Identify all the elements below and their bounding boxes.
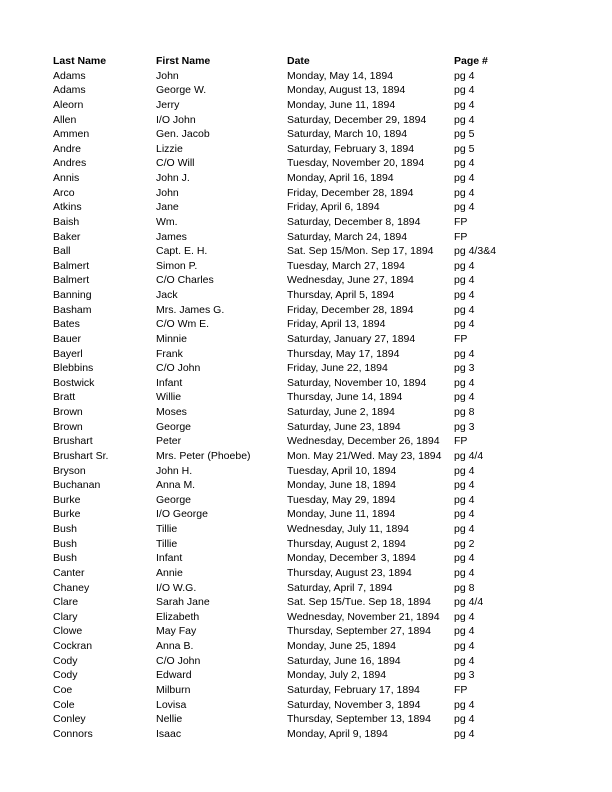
cell-last-name: Andre	[53, 142, 82, 155]
cell-first-name: I/O John	[156, 113, 196, 126]
cell-first-name: I/O W.G.	[156, 581, 197, 594]
cell-page-number: pg 4	[454, 654, 475, 667]
cell-last-name: Cockran	[53, 640, 93, 652]
cell-page-number: pg 4	[454, 347, 475, 360]
table-row	[53, 303, 493, 318]
cell-last-name: Burke	[53, 508, 81, 521]
cell-date: Friday, December 28, 1894	[287, 303, 414, 316]
cell-page-number: pg 4	[454, 113, 475, 126]
table-row	[53, 244, 497, 259]
cell-date: Friday, December 28, 1894	[287, 186, 414, 199]
table-row	[53, 332, 493, 347]
cell-last-name: Adams	[53, 84, 86, 97]
cell-date: Friday, April 6, 1894	[287, 201, 380, 214]
cell-page-number: pg 8	[454, 581, 475, 594]
cell-last-name: Balmert	[53, 274, 90, 287]
cell-last-name: Bratt	[53, 391, 76, 404]
cell-last-name: Cole	[53, 698, 75, 711]
cell-last-name: Brown	[53, 420, 83, 433]
cell-first-name: Annie	[156, 566, 183, 579]
cell-first-name: Tillie	[156, 537, 178, 550]
cell-last-name: Balmert	[53, 259, 90, 272]
cell-last-name: Burke	[53, 493, 81, 506]
cell-date: Thursday, August 2, 1894	[287, 537, 406, 550]
table-row	[53, 390, 493, 405]
cell-date: Sat. Sep 15/Tue. Sep 18, 1894	[287, 596, 431, 609]
table-row	[53, 610, 493, 625]
table-row	[53, 434, 493, 449]
cell-first-name: George	[156, 493, 192, 506]
cell-page-number: pg 4	[454, 274, 475, 287]
cell-date: Saturday, February 17, 1894	[287, 683, 420, 696]
cell-first-name: Simon P.	[156, 259, 198, 272]
cell-last-name: Coe	[53, 683, 73, 696]
cell-date: Wednesday, July 11, 1894	[287, 523, 409, 535]
cell-page-number: pg 4	[454, 464, 475, 477]
cell-last-name: Annis	[53, 172, 80, 184]
cell-page-number: pg 4	[454, 640, 475, 652]
table-row	[53, 478, 493, 493]
cell-page-number: pg 4	[454, 508, 475, 521]
cell-first-name: George	[156, 420, 192, 433]
cell-date: Tuesday, March 27, 1894	[287, 259, 405, 272]
table-row	[53, 200, 493, 215]
cell-first-name: John H.	[156, 464, 193, 477]
cell-last-name: Allen	[53, 113, 77, 126]
header-page-number: Page #	[454, 55, 488, 67]
cell-first-name: C/O Charles	[156, 274, 214, 287]
cell-last-name: Cody	[53, 654, 78, 667]
cell-page-number: FP	[454, 435, 468, 448]
cell-date: Saturday, April 7, 1894	[287, 581, 393, 594]
cell-last-name: Andres	[53, 157, 87, 170]
cell-date: Thursday, May 17, 1894	[287, 347, 400, 360]
cell-first-name: Lovisa	[156, 698, 187, 711]
cell-last-name: Canter	[53, 566, 85, 579]
cell-first-name: John J.	[156, 172, 190, 184]
cell-date: Monday, June 25, 1894	[287, 640, 396, 652]
cell-last-name: Blebbins	[53, 362, 94, 375]
cell-page-number: pg 4	[454, 157, 475, 170]
table-row	[53, 230, 493, 245]
cell-last-name: Brushart	[53, 435, 93, 448]
cell-page-number: FP	[454, 230, 468, 243]
cell-last-name: Clowe	[53, 625, 83, 638]
cell-page-number: pg 4	[454, 727, 475, 740]
cell-first-name: Anna B.	[156, 640, 194, 652]
cell-first-name: Lizzie	[156, 142, 183, 155]
table-row	[53, 654, 493, 669]
cell-date: Saturday, February 3, 1894	[287, 142, 415, 155]
table-row	[53, 727, 493, 742]
cell-date: Thursday, September 27, 1894	[287, 625, 431, 638]
cell-first-name: Willie	[156, 391, 182, 404]
cell-page-number: pg 4	[454, 172, 475, 184]
cell-last-name: Conley	[53, 713, 86, 726]
cell-page-number: pg 4	[454, 289, 475, 301]
table-row	[53, 215, 493, 230]
cell-first-name: Nellie	[156, 713, 183, 726]
cell-date: Thursday, April 5, 1894	[287, 289, 395, 301]
cell-first-name: Moses	[156, 406, 187, 418]
table-row	[53, 273, 493, 288]
cell-page-number: pg 5	[454, 128, 475, 141]
cell-date: Saturday, November 10, 1894	[287, 376, 427, 389]
cell-first-name: Infant	[156, 552, 183, 565]
cell-first-name: C/O John	[156, 362, 201, 375]
table-row	[53, 405, 493, 420]
cell-date: Monday, July 2, 1894	[287, 669, 387, 682]
cell-page-number: pg 4	[454, 625, 475, 638]
cell-date: Saturday, March 24, 1894	[287, 230, 408, 243]
cell-last-name: Clary	[53, 610, 78, 623]
table-row	[53, 113, 493, 128]
cell-page-number: pg 2	[454, 537, 475, 550]
table-row	[53, 507, 493, 522]
cell-first-name: Milburn	[156, 683, 191, 696]
table-row	[53, 142, 493, 157]
table-row	[53, 98, 493, 113]
cell-page-number: pg 5	[454, 142, 475, 155]
cell-last-name: Bayerl	[53, 347, 83, 360]
table-row	[53, 156, 493, 171]
table-row	[53, 566, 493, 581]
header-date: Date	[287, 55, 310, 67]
cell-last-name: Connors	[53, 727, 93, 740]
cell-page-number: pg 4/3&4	[454, 245, 497, 258]
cell-date: Wednesday, November 21, 1894	[287, 610, 440, 623]
cell-page-number: pg 4	[454, 698, 475, 711]
cell-page-number: pg 3	[454, 420, 475, 433]
cell-first-name: Sarah Jane	[156, 596, 210, 609]
cell-page-number: pg 4/4	[454, 596, 484, 609]
cell-page-number: pg 4	[454, 98, 475, 111]
cell-date: Monday, August 13, 1894	[287, 84, 406, 97]
cell-first-name: John	[156, 186, 179, 199]
cell-date: Monday, June 18, 1894	[287, 479, 396, 492]
cell-page-number: pg 4	[454, 493, 475, 506]
cell-date: Saturday, January 27, 1894	[287, 332, 416, 345]
table-row	[53, 420, 493, 435]
cell-page-number: pg 4	[454, 566, 475, 579]
cell-first-name: Elizabeth	[156, 610, 200, 623]
table-row	[53, 127, 493, 142]
cell-page-number: FP	[454, 332, 468, 345]
cell-last-name: Brown	[53, 406, 83, 418]
table-row	[53, 259, 493, 274]
cell-date: Mon. May 21/Wed. May 23, 1894	[287, 449, 442, 462]
table-row	[53, 683, 493, 698]
table-row	[53, 581, 493, 596]
cell-last-name: Cody	[53, 669, 78, 682]
cell-first-name: C/O Wm E.	[156, 318, 210, 331]
cell-last-name: Chaney	[53, 581, 90, 594]
cell-last-name: Brushart Sr.	[53, 449, 109, 462]
cell-date: Saturday, December 8, 1894	[287, 215, 421, 228]
table-body	[53, 69, 497, 742]
cell-first-name: John	[156, 69, 179, 82]
cell-last-name: Aleorn	[53, 98, 84, 111]
cell-page-number: pg 4/4	[454, 449, 484, 462]
cell-first-name: Mrs. Peter (Phoebe)	[156, 449, 251, 462]
cell-first-name: James	[156, 230, 187, 243]
cell-last-name: Buchanan	[53, 479, 101, 492]
cell-date: Tuesday, April 10, 1894	[287, 464, 397, 477]
cell-first-name: Edward	[156, 669, 192, 682]
table-row	[53, 639, 493, 654]
cell-date: Friday, April 13, 1894	[287, 318, 386, 331]
cell-last-name: Arco	[53, 186, 75, 199]
cell-date: Thursday, August 23, 1894	[287, 566, 412, 579]
cell-page-number: pg 4	[454, 69, 475, 82]
cell-date: Tuesday, November 20, 1894	[287, 157, 425, 170]
cell-last-name: Bryson	[53, 464, 86, 477]
cell-last-name: Bush	[53, 552, 77, 565]
cell-date: Saturday, June 2, 1894	[287, 406, 395, 418]
cell-date: Saturday, December 29, 1894	[287, 113, 427, 126]
cell-last-name: Basham	[53, 303, 92, 316]
cell-first-name: Isaac	[156, 727, 182, 740]
cell-date: Saturday, June 23, 1894	[287, 420, 401, 433]
table-row	[53, 595, 493, 610]
cell-first-name: Infant	[156, 376, 183, 389]
cell-date: Monday, April 16, 1894	[287, 172, 394, 184]
cell-last-name: Ammen	[53, 128, 90, 141]
cell-page-number: pg 4	[454, 318, 475, 331]
cell-date: Sat. Sep 15/Mon. Sep 17, 1894	[287, 245, 434, 258]
cell-page-number: pg 4	[454, 391, 475, 404]
cell-page-number: pg 4	[454, 523, 475, 535]
cell-last-name: Bostwick	[53, 376, 95, 389]
table-row	[53, 347, 493, 362]
cell-first-name: C/O John	[156, 654, 201, 667]
table-row	[53, 551, 493, 566]
records-table	[53, 54, 497, 741]
table-row	[53, 376, 493, 391]
cell-date: Saturday, November 3, 1894	[287, 698, 421, 711]
table-row	[53, 361, 493, 376]
cell-last-name: Atkins	[53, 201, 82, 214]
cell-date: Wednesday, December 26, 1894	[287, 435, 440, 448]
table-row	[53, 537, 493, 552]
cell-first-name: Mrs. James G.	[156, 303, 225, 316]
cell-first-name: Gen. Jacob	[156, 128, 210, 141]
cell-date: Thursday, September 13, 1894	[287, 713, 431, 726]
cell-date: Tuesday, May 29, 1894	[287, 493, 396, 506]
header-first-name: First Name	[156, 55, 211, 67]
table-row	[53, 668, 493, 683]
cell-date: Thursday, June 14, 1894	[287, 391, 403, 404]
cell-page-number: FP	[454, 683, 468, 696]
header-last-name: Last Name	[53, 55, 107, 67]
table-row	[53, 712, 493, 727]
cell-last-name: Baker	[53, 230, 81, 243]
table-row	[53, 288, 493, 303]
cell-first-name: Anna M.	[156, 479, 196, 492]
cell-page-number: pg 8	[454, 406, 475, 418]
cell-first-name: May Fay	[156, 625, 197, 638]
cell-page-number: pg 4	[454, 201, 475, 214]
table-row	[53, 186, 493, 201]
cell-first-name: Jane	[156, 201, 179, 214]
cell-first-name: Frank	[156, 347, 183, 360]
cell-date: Monday, April 9, 1894	[287, 727, 388, 740]
cell-last-name: Bush	[53, 523, 77, 535]
cell-date: Monday, June 11, 1894	[287, 508, 396, 521]
cell-first-name: I/O George	[156, 508, 208, 521]
cell-last-name: Baish	[53, 215, 80, 228]
table-row	[53, 522, 493, 537]
cell-page-number: pg 3	[454, 669, 475, 682]
table-row	[53, 698, 493, 713]
cell-date: Friday, June 22, 1894	[287, 362, 388, 375]
table-row	[53, 317, 493, 332]
cell-last-name: Ball	[53, 245, 71, 258]
cell-page-number: pg 4	[454, 186, 475, 199]
cell-page-number: pg 4	[454, 303, 475, 316]
cell-page-number: pg 4	[454, 552, 475, 565]
cell-date: Saturday, June 16, 1894	[287, 654, 401, 667]
cell-page-number: pg 4	[454, 610, 475, 623]
cell-page-number: pg 4	[454, 84, 475, 97]
cell-last-name: Banning	[53, 289, 92, 301]
cell-first-name: Wm.	[156, 215, 178, 228]
table-row	[53, 83, 493, 98]
table-row	[53, 493, 493, 508]
cell-page-number: pg 3	[454, 362, 475, 375]
table-header-row	[53, 54, 493, 69]
cell-last-name: Clare	[53, 596, 79, 609]
cell-date: Saturday, March 10, 1894	[287, 128, 408, 141]
cell-first-name: Jerry	[156, 98, 180, 111]
cell-last-name: Bush	[53, 537, 77, 550]
table-row	[53, 69, 493, 84]
cell-page-number: pg 4	[454, 713, 475, 726]
cell-date: Monday, December 3, 1894	[287, 552, 416, 565]
cell-date: Monday, May 14, 1894	[287, 69, 394, 82]
cell-date: Wednesday, June 27, 1894	[287, 274, 414, 287]
cell-first-name: C/O Will	[156, 157, 195, 170]
cell-first-name: George W.	[156, 84, 207, 97]
cell-page-number: pg 4	[454, 376, 475, 389]
cell-last-name: Bauer	[53, 332, 82, 345]
cell-page-number: pg 4	[454, 479, 475, 492]
cell-first-name: Jack	[156, 289, 178, 301]
cell-page-number: FP	[454, 215, 468, 228]
cell-first-name: Minnie	[156, 332, 187, 345]
cell-first-name: Tillie	[156, 523, 178, 535]
cell-last-name: Bates	[53, 318, 80, 331]
table-row	[53, 449, 493, 464]
cell-date: Monday, June 11, 1894	[287, 98, 396, 111]
table-row	[53, 171, 493, 186]
cell-first-name: Capt. E. H.	[156, 245, 208, 258]
table-row	[53, 624, 493, 639]
table-row	[53, 464, 493, 479]
cell-last-name: Adams	[53, 69, 86, 82]
cell-page-number: pg 4	[454, 259, 475, 272]
cell-first-name: Peter	[156, 435, 182, 448]
